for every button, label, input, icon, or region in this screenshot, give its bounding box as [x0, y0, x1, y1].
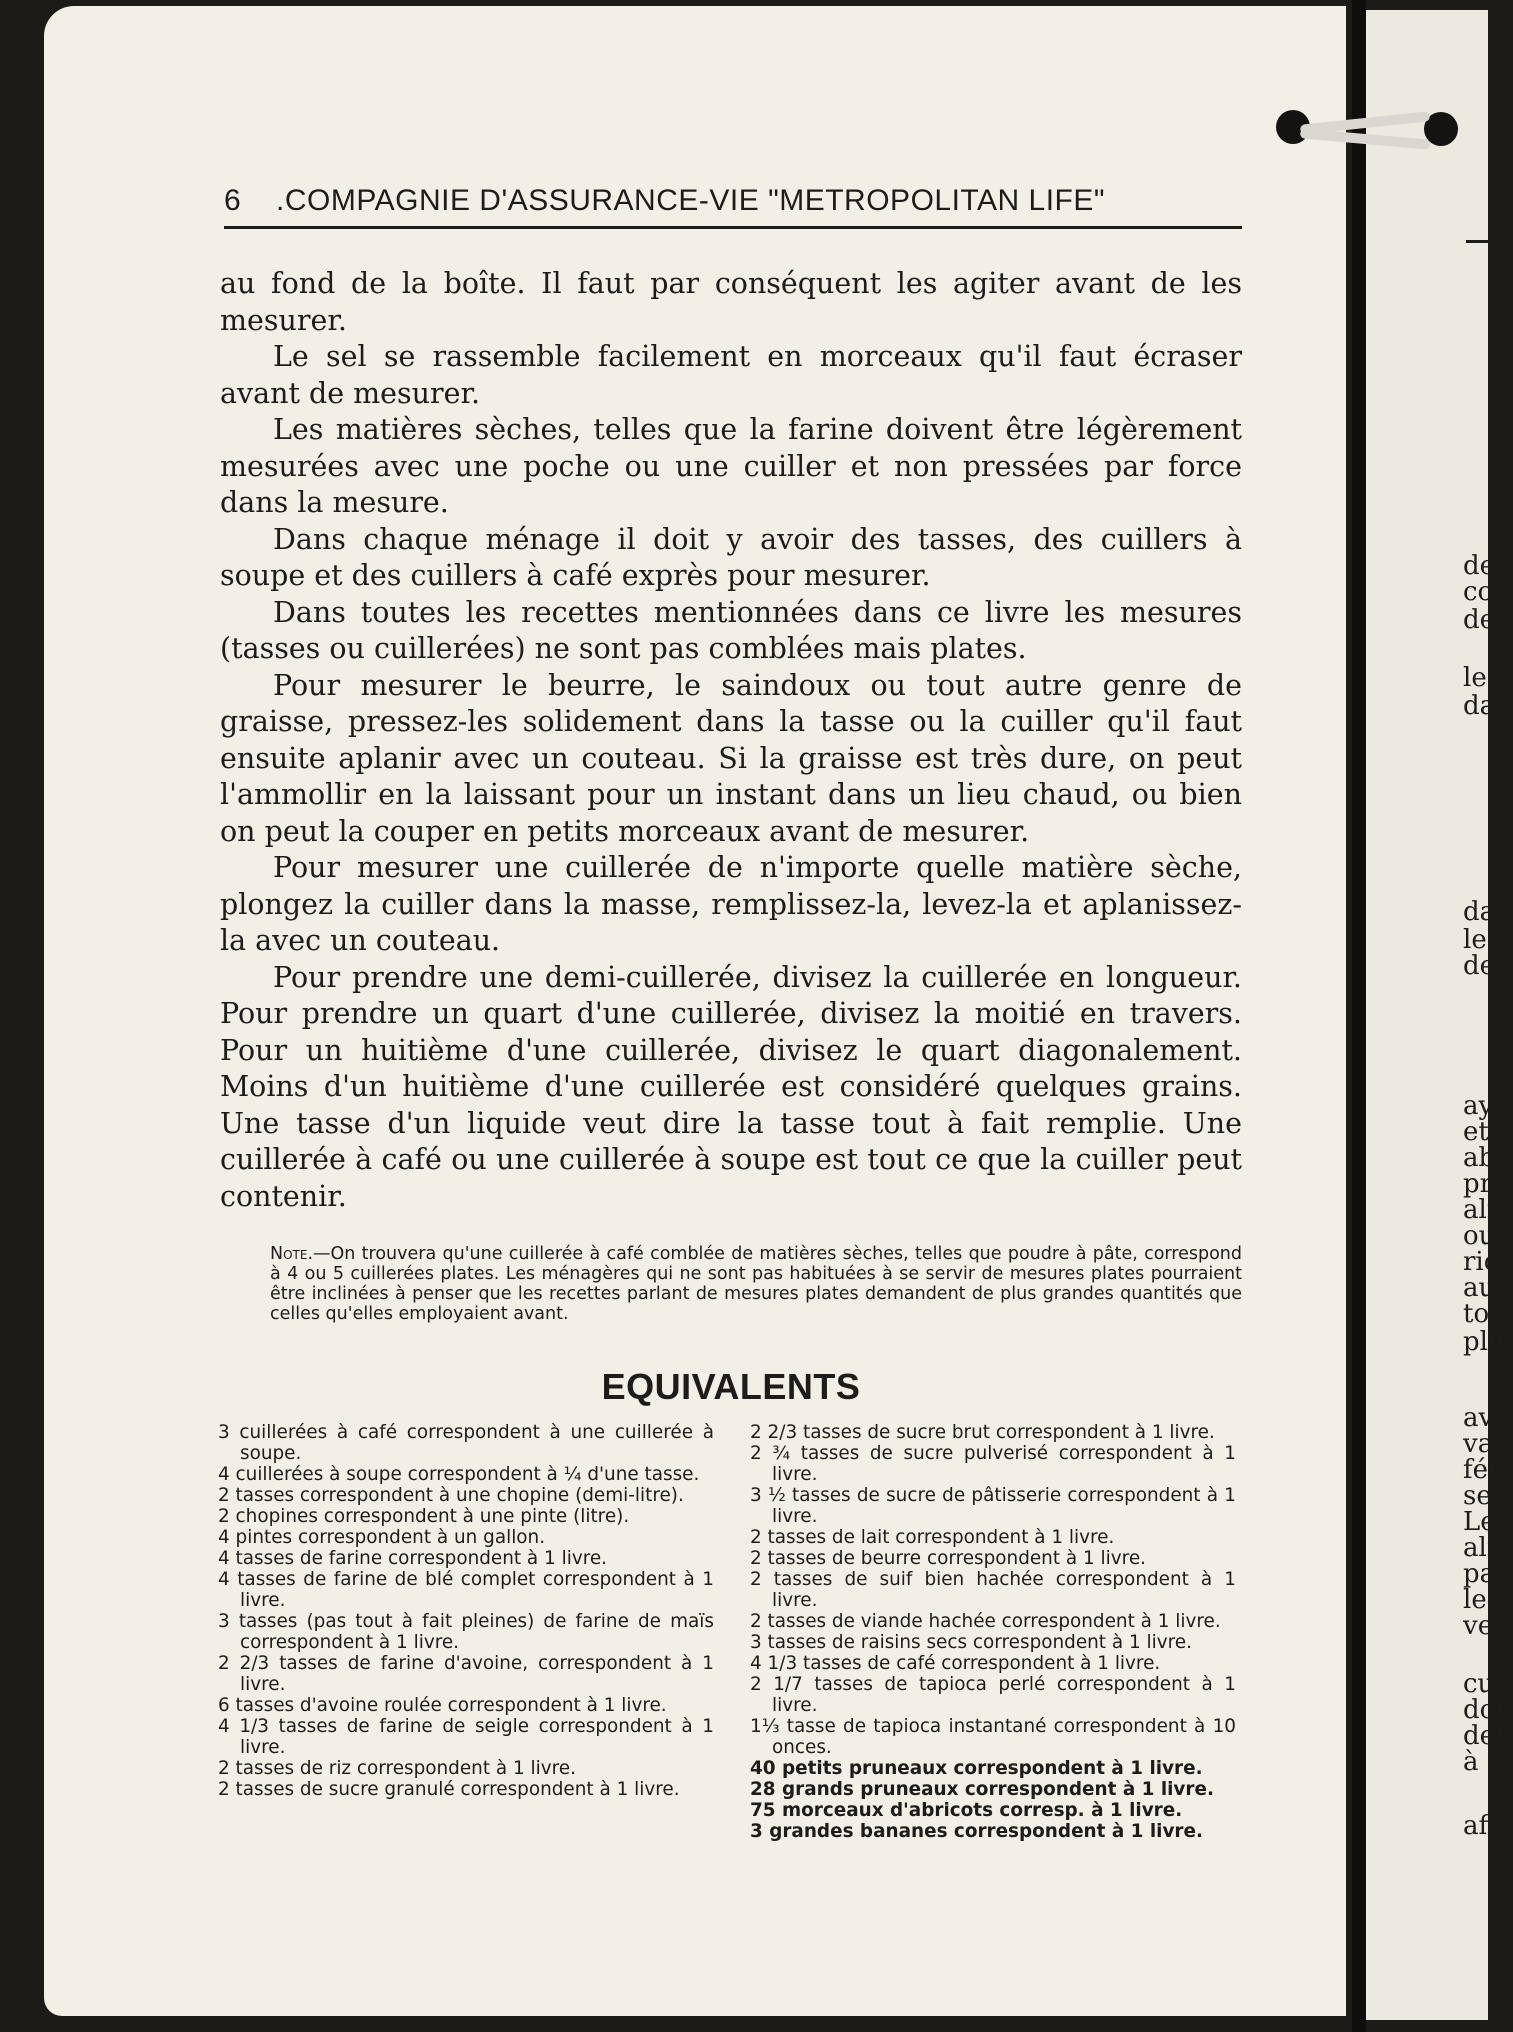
equivalent-item: 2 tasses de lait correspondent à 1 livre. [750, 1527, 1115, 1548]
paragraph: au fond de la boîte. Il faut par conséquent les agiter avant de les mesurer. [220, 267, 1242, 337]
facing-page-fragment: ab [1463, 1143, 1496, 1173]
facing-page-fragment: der [1463, 1721, 1508, 1751]
equivalent-item: 2 tasses correspondent à une chopine (demi-litre). [218, 1485, 684, 1506]
equivalent-item: 1⅓ tasse de tapioca instantané correspondent à 10 onces. [750, 1716, 1236, 1758]
facing-page-fragment: va [1463, 1429, 1494, 1459]
facing-page-fragment: de [1463, 951, 1496, 981]
equivalent-item: 2 2/3 tasses de sucre brut correspondent à 1 livre. [750, 1422, 1215, 1443]
body-text [220, 266, 1242, 1215]
equivalent-item: 2 1/7 tasses de tapioca perlé correspondent à 1 livre. [750, 1674, 1236, 1716]
equivalent-item: 2 tasses de suif bien hachée correspondent à 1 livre. [750, 1569, 1236, 1611]
facing-page-fragment: pr [1463, 1169, 1493, 1199]
equivalent-item: 2 2/3 tasses de farine d'avoine, correspondent à 1 livre. [218, 1653, 714, 1695]
paragraph: Pour prendre une demi-cuillerée, divisez la cuillerée en longueur. Pour prendre un quart d'une cuillerée, divisez la moitié en travers. Pour un huitième d'une cuillerée, divisez le quart diagonalement. Moins d'un huitième d'une cuillerée est considéré quelques grains. Une tasse d'un liquide veut dire la tasse tout à fait remplie. Une cuillerée à café ou une cuillerée à soupe est tout ce que la cuiller peut contenir. [220, 960, 1242, 1213]
facing-page-rule [1466, 240, 1488, 243]
book-gutter [1352, 0, 1366, 2032]
equivalents-heading: EQUIVALENTS [601, 1366, 861, 1407]
paragraph: Les matières sèches, telles que la farine doivent être légèrement mesurées avec une poche ou une cuiller et non pressées par force dans la mesure. [220, 413, 1242, 519]
facing-page-fragment: av [1463, 1403, 1494, 1433]
facing-page-fragment: le [1463, 1585, 1487, 1615]
facing-page-fragment: de [1463, 605, 1496, 635]
facing-page-fragment: le [1463, 663, 1487, 693]
equivalent-item: 3 grandes bananes correspondent à 1 livre. [750, 1821, 1203, 1842]
equivalents-right-column [750, 1422, 1236, 1842]
facing-page-fragment: fér [1463, 1455, 1501, 1485]
equivalent-item: 4 cuillerées à soupe correspondent à ¼ d'une tasse. [218, 1464, 700, 1485]
facing-page-fragment: co [1463, 577, 1494, 607]
equivalent-item: 4 tasses de farine correspondent à 1 livre. [218, 1548, 608, 1569]
facing-page-fragment: ver [1463, 1611, 1506, 1641]
facing-page-fragment: à 1 [1463, 1747, 1504, 1777]
facing-page-fragment: ali [1463, 1533, 1496, 1563]
facing-page-fragment: da [1463, 897, 1496, 927]
facing-page-text-fragments [1366, 10, 1513, 2020]
facing-page-fragment: ay [1463, 1091, 1494, 1121]
equivalent-item: 4 1/3 tasses de café correspondent à 1 livre. [750, 1653, 1161, 1674]
note-text: —On trouvera qu'une cuillerée à café comblée de matières sèches, telles que poudre à pâte, correspond à 4 ou 5 cuillerées plates. Les ménagères qui ne sont pas habituées à se servir de mesures plates pourraient être inclinées à penser que les recettes parlant de mesures plates demandent de plus grandes quantités que celles qu'elles employaient avant. [270, 1244, 1242, 1324]
facing-page-fragment: ric [1463, 1247, 1499, 1277]
equivalent-item: 3 cuillerées à café correspondent à une cuillerée à soupe. [218, 1422, 714, 1464]
facing-page-fragment: au [1463, 1273, 1496, 1303]
page-number: 6 [224, 184, 242, 217]
facing-page-fragment: de [1463, 551, 1496, 581]
equivalent-item: 2 ¾ tasses de sucre pulverisé correspondent à 1 livre. [750, 1443, 1236, 1485]
facing-page-fragment: sei [1463, 1481, 1501, 1511]
equivalent-item: 75 morceaux d'abricots corresp. à 1 livre. [750, 1800, 1183, 1821]
facing-page-edge [1366, 10, 1513, 2020]
equivalent-item: 3 tasses de raisins secs correspondent à 1 livre. [750, 1632, 1192, 1653]
equivalent-item: 28 grands pruneaux correspondent à 1 livre. [750, 1779, 1214, 1800]
facing-page-fragment: les [1463, 925, 1501, 955]
facing-page-fragment: afin [1463, 1811, 1513, 1841]
equivalent-item: 4 1/3 tasses de farine de seigle correspondent à 1 livre. [218, 1716, 714, 1758]
equivalent-item: 2 chopines correspondent à une pinte (litre). [218, 1506, 630, 1527]
equivalent-item: 3 ½ tasses de sucre de pâtisserie correspondent à 1 livre. [750, 1485, 1236, 1527]
equivalent-item: 2 tasses de viande hachée correspondent à 1 livre. [750, 1611, 1221, 1632]
equivalent-item: 2 tasses de riz correspondent à 1 livre. [218, 1758, 576, 1779]
facing-page-fragment: Le [1463, 1507, 1496, 1537]
equivalent-item: 40 petits pruneaux correspondent à 1 livre. [750, 1758, 1203, 1779]
facing-page-fragment: to [1463, 1299, 1490, 1329]
paragraph: Pour mesurer le beurre, le saindoux ou tout autre genre de graisse, pressez-les solidement dans la tasse ou la cuiller qu'il faut ensuite aplanir avec un couteau. Si la graisse est très dure, on peut l'ammollir en la laissant pour un instant dans un lieu chaud, ou bien on peut la couper en petits morceaux avant de mesurer. [220, 668, 1242, 848]
equivalent-item: 2 tasses de beurre correspondent à 1 livre. [750, 1548, 1146, 1569]
facing-page-fragment: cui [1463, 1669, 1503, 1699]
equivalents-left-column [218, 1422, 714, 1800]
equivalent-item: 2 tasses de sucre granulé correspondent à 1 livre. [218, 1779, 680, 1800]
paragraph: Le sel se rassemble facilement en morceaux qu'il faut écraser avant de mesurer. [220, 340, 1242, 410]
facing-page-fragment: pa [1463, 1559, 1496, 1589]
equivalent-item: 3 tasses (pas tout à fait pleines) de farine de maïs correspondent à 1 livre. [218, 1611, 714, 1653]
facing-page-fragment: da [1463, 691, 1496, 721]
facing-page-fragment: ali [1463, 1195, 1496, 1225]
facing-page-fragment: plu [1463, 1327, 1505, 1357]
note-label: Note. [270, 1244, 314, 1264]
facing-page-fragment: et [1463, 1117, 1489, 1147]
facing-page-fragment: dor [1463, 1695, 1508, 1725]
paragraph: Pour mesurer une cuillerée de n'importe quelle matière sèche, plongez la cuiller dans la masse, remplissez-la, levez-la et aplanissez-la avec un couteau. [220, 851, 1242, 957]
paragraph: Dans toutes les recettes mentionnées dans ce livre les mesures (tasses ou cuillerées) ne sont pas comblées mais plates. [220, 595, 1242, 665]
running-title: .COMPAGNIE D'ASSURANCE-VIE "METROPOLITAN LIFE" [276, 184, 1106, 217]
equivalent-item: 4 pintes correspondent à un gallon. [218, 1527, 546, 1548]
equivalent-item: 4 tasses de farine de blé complet correspondent à 1 livre. [218, 1569, 714, 1611]
paragraph: Dans chaque ménage il doit y avoir des tasses, des cuillers à soupe et des cuillers à café exprès pour mesurer. [220, 522, 1242, 592]
facing-page-fragment: ou [1463, 1221, 1496, 1251]
footnote [270, 1244, 1242, 1324]
equivalent-item: 6 tasses d'avoine roulée correspondent à 1 livre. [218, 1695, 667, 1716]
running-header [224, 184, 1242, 229]
